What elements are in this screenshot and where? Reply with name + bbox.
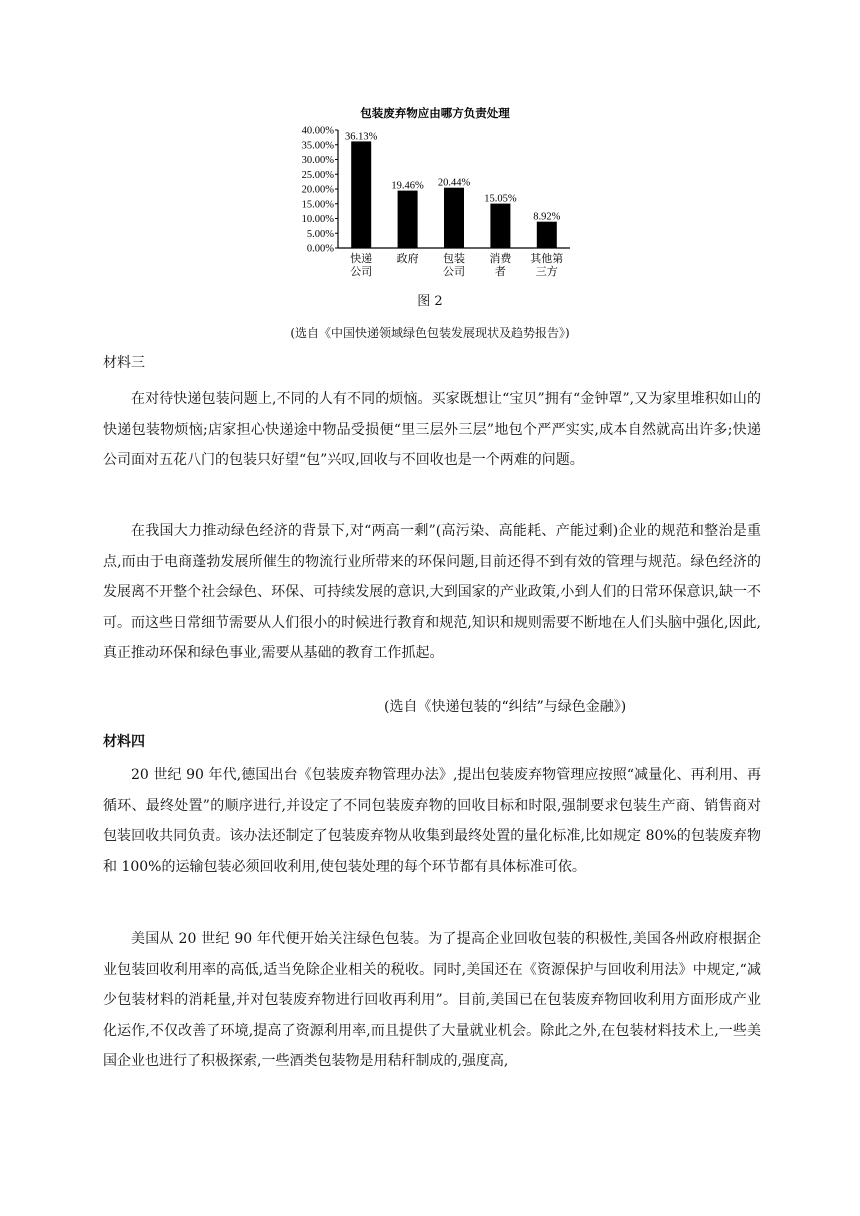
category-label: 包装 (443, 252, 465, 265)
bar-chart (280, 100, 580, 290)
figure-caption: 图 2 (417, 294, 443, 309)
material-4-paragraph-2: 美国从 20 世纪 90 年代便开始关注绿色包装。为了提高企业回收包装的积极性,美国各州政府根据企业包装回收利用率的高低,适当免除企业相关的税收。同时,美国还在《资源保护与回收利用法》中规定,“减少包装材料的消耗量,并对包装废弃物进行回收再利用”。目前,美国已在包装废弃物回收利用方面形成产业化运作,不仅改善了环境,提高了资源利用率,而且提供了大量就业机会。除此之外,在包装材料技术上,一些美国企业也进行了积极探索,一些酒类包装物是用秸秆制成的,强度高, (103, 931, 761, 1069)
category-label: 者 (494, 265, 506, 278)
category-label: 公司 (443, 265, 465, 278)
material-3-source: (选自《快递包装的“纠结”与绿色金融》) (384, 699, 627, 715)
y-tick-label: 15.00% (301, 199, 334, 211)
bar (444, 188, 464, 248)
material-3-paragraph-2: 在我国大力推动绿色经济的背景下,对“两高一剩”(高污染、高能耗、产能过剩)企业的规范和整治是重点,而由于电商蓬勃发展所催生的物流行业所带来的环保问题,目前还得不到有效的管理与规范。绿色经济的发展离不开整个社会绿色、环保、可持续发展的意识,大到国家的产业政策,小到人们的日常环保意识,缺一不可。而这些日常细节需要从人们很小的时候进行教育和规范,知识和规则需要不断地在人们头脑中强化,因此,真正推动环保和绿色事业,需要从基础的教育工作抓起。 (103, 523, 761, 661)
data-label: 36.13% (345, 131, 378, 143)
category-label: 消费 (489, 252, 512, 265)
y-tick-label: 0.00% (306, 243, 334, 255)
material-4-heading: 材料四 (103, 734, 145, 750)
category-label: 其他第 (530, 252, 564, 265)
category-label: 快递 (350, 252, 373, 265)
data-label: 19.46% (391, 180, 424, 192)
data-label: 15.05% (484, 193, 517, 205)
bar (351, 141, 371, 248)
y-tick-label: 35.00% (301, 140, 334, 152)
y-tick-label: 5.00% (306, 228, 334, 240)
data-label: 20.44% (437, 177, 471, 189)
y-tick-label: 10.00% (301, 214, 334, 225)
data-label: 8.92% (533, 211, 561, 223)
y-tick-label: 25.00% (301, 169, 334, 181)
category-label: 政府 (396, 252, 419, 265)
bar (398, 191, 418, 248)
material-3-heading: 材料三 (103, 355, 145, 371)
bar (537, 222, 557, 248)
category-label: 公司 (350, 265, 373, 278)
category-label: 三方 (535, 265, 558, 278)
y-tick-label: 40.00% (301, 125, 334, 137)
material-4-paragraph-1: 20 世纪 90 年代,德国出台《包装废弃物管理办法》,提出包装废弃物管理应按照“减量化、再利用、再循环、最终处置”的顺序进行,并设定了不同包装废弃物的回收目标和时限,强制要求包装生产商、销售商对包装回收共同负责。该办法还制定了包装废弃物从收集到最终处置的量化标准,比如规定 80%的包装废弃物和 100%的运输包装必须回收利用,使包装处理的每个环节都有具体标准可依。 (103, 767, 761, 875)
figure-source: (选自《中国快递领域绿色包装发展现状及趋势报告》) (290, 326, 570, 340)
bar (490, 204, 510, 248)
y-tick-label: 20.00% (301, 184, 334, 196)
chart-title: 包装废弃物应由哪方负责处理 (360, 106, 510, 120)
material-3-paragraph-1: 在对待快递包装问题上,不同的人有不同的烦恼。买家既想让“宝贝”拥有“金钟罩”,又为家里堆积如山的快递包装物烦恼;店家担心快递途中物品受损便“里三层外三层”地包个严严实实,成本自然就高出许多;快递公司面对五花八门的包装只好望“包”兴叹,回收与不回收也是一个两难的问题。 (103, 391, 761, 468)
y-tick-label: 30.00% (301, 155, 334, 166)
